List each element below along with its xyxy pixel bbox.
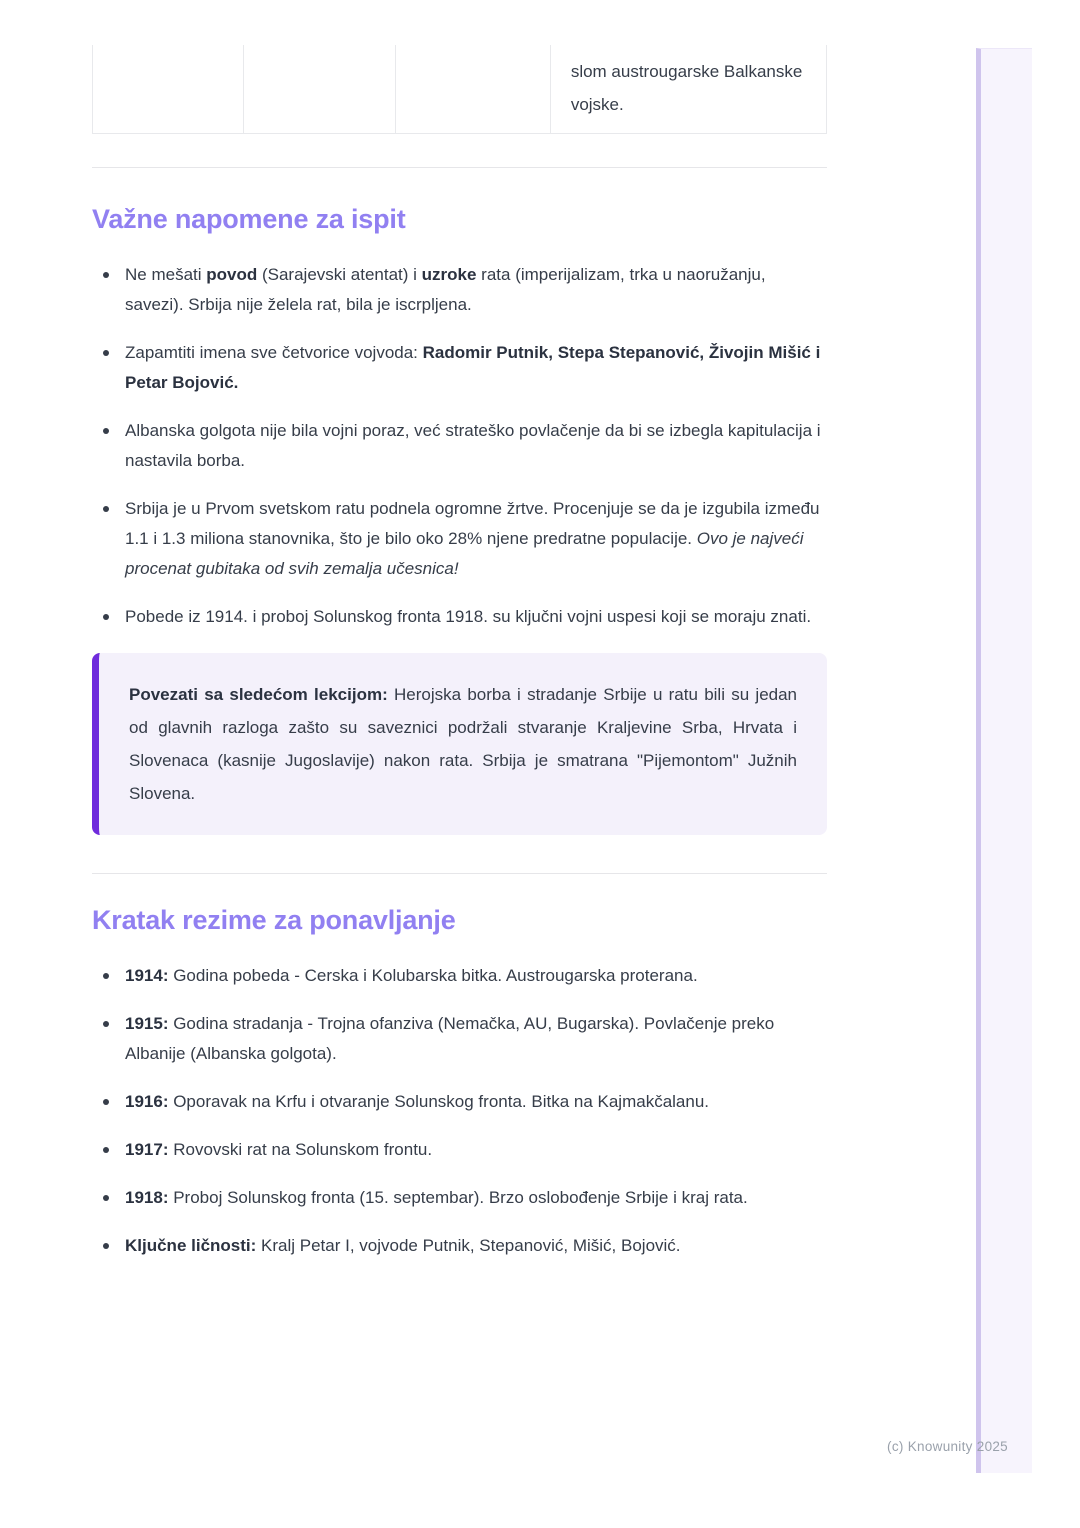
text-run: rata (imperijalizam, trka u naoružanju, savezi). Srbija nije želela rat, bila je iscrpljena. xyxy=(125,265,766,314)
text-run: Godina pobeda - Cerska i Kolubarska bitka. Austrougarska proterana. xyxy=(168,966,698,985)
callout-text xyxy=(129,678,797,810)
list-item xyxy=(92,1009,827,1069)
text-run-bold: 1914: xyxy=(125,966,169,985)
section-divider xyxy=(92,873,827,874)
list-item xyxy=(92,1087,827,1117)
text-run: Rovovski rat na Solunskom frontu. xyxy=(168,1140,433,1159)
side-panel-strip xyxy=(976,48,1032,1473)
text-run: Oporavak na Krfu i otvaranje Solunskog fronta. Bitka na Kajmakčalanu. xyxy=(168,1092,710,1111)
list-item xyxy=(92,1231,827,1261)
summary-list xyxy=(92,961,827,1261)
text-run-bold: 1917: xyxy=(125,1140,169,1159)
text-run: Godina stradanja - Trojna ofanziva (Nemačka, AU, Bugarska). Povlačenje preko Albanije (Albanska golgota). xyxy=(125,1014,775,1063)
text-run: Herojska borba i stradanje Srbije u ratu bili su jedan od glavnih razloga zašto su saveznici podržali stvaranje Kraljevine Srba, Hrvata i Slovenaca (kasnije Jugoslavije) nakon rata. Srbija je smatrana "Pijemontom" Južnih Slovena. xyxy=(129,685,798,803)
list-item xyxy=(92,961,827,991)
table-cell xyxy=(244,45,397,133)
exam-notes-title: Važne napomene za ispit xyxy=(92,204,406,234)
table-cell xyxy=(396,45,551,133)
text-run: Proboj Solunskog fronta (15. septembar). Brzo oslobođenje Srbije i kraj rata. xyxy=(168,1188,748,1207)
list-item xyxy=(92,338,827,398)
text-run-bold: 1915: xyxy=(125,1014,169,1033)
text-run: Zapamtiti imena sve četvorice vojvoda: xyxy=(125,343,423,362)
text-run: Ne mešati xyxy=(125,265,207,284)
list-item xyxy=(92,1135,827,1165)
text-run: (Sarajevski atentat) i xyxy=(257,265,422,284)
text-run-bold: 1916: xyxy=(125,1092,169,1111)
document-page xyxy=(92,0,827,1261)
text-run-italic: Ovo je najveći procenat gubitaka od svih zemalja učesnica! xyxy=(125,529,804,578)
table-cell: slom austrougarske Balkanske vojske. xyxy=(570,62,803,114)
exam-notes-list xyxy=(92,260,827,632)
text-run-bold: uzroke xyxy=(421,265,477,284)
text-run-bold: Radomir Putnik, Stepa Stepanović, Živojin Mišić i Petar Bojović. xyxy=(125,343,821,392)
text-run: Albanska golgota nije bila vojni poraz, već strateško povlačenje da bi se izbegla kapitulacija i nastavila borba. xyxy=(125,421,821,470)
connection-callout xyxy=(92,653,827,835)
text-run: Srbija je u Prvom svetskom ratu podnela ogromne žrtve. Procenjuje se da je izgubila između 1.1 i 1.3 miliona stanovnika, što je bilo oko 28% njene predratne populacije. xyxy=(125,499,820,548)
list-item xyxy=(92,416,827,476)
list-item xyxy=(92,602,827,632)
text-run: Kralj Petar I, vojvode Putnik, Stepanović, Mišić, Bojović. xyxy=(256,1236,681,1255)
text-run-bold: 1918: xyxy=(125,1188,169,1207)
text-run-bold: Povezati sa sledećom lekcijom: xyxy=(129,685,388,704)
table-cell xyxy=(93,45,244,133)
summary-title: Kratak rezime za ponavljanje xyxy=(92,905,456,935)
text-run-bold: Ključne ličnosti: xyxy=(125,1236,257,1255)
list-item xyxy=(92,260,827,320)
list-item xyxy=(92,494,827,584)
text-run: Pobede iz 1914. i proboj Solunskog fronta 1918. su ključni vojni uspesi koji se moraju znati. xyxy=(125,607,812,626)
text-run-bold: povod xyxy=(206,265,258,284)
footer-credit: (c) Knowunity 2025 xyxy=(887,1439,1008,1454)
list-item xyxy=(92,1183,827,1213)
table-fragment xyxy=(92,45,827,134)
section-divider xyxy=(92,167,827,168)
